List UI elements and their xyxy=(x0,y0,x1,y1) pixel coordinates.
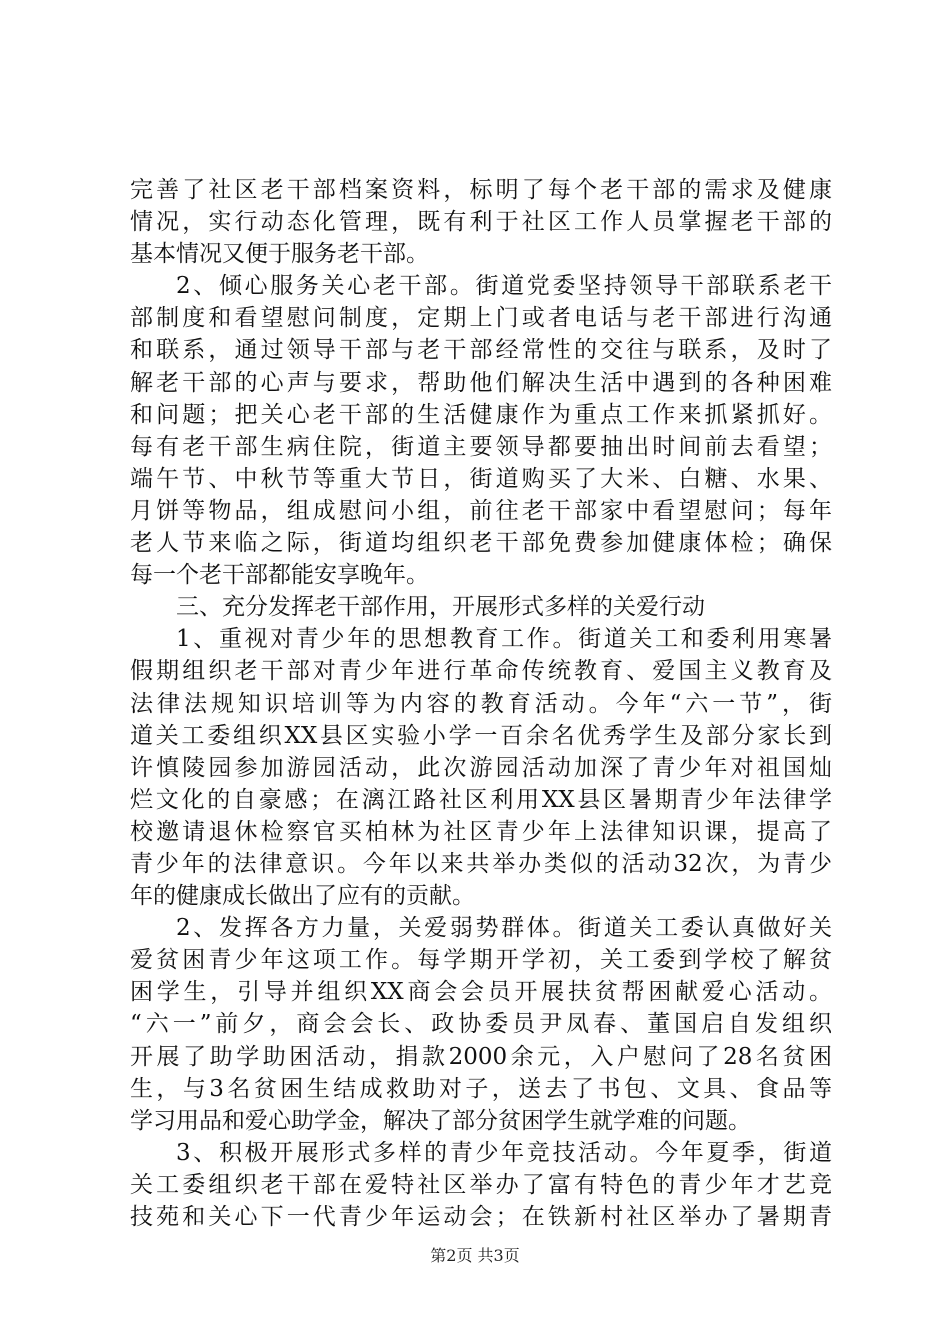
text-line: 1、重视对青少年的思想教育工作。街道关工和委利用寒暑 xyxy=(176,626,832,653)
text-line: 许慎陵园参加游园活动，此次游园活动加深了青少年对祖国灿 xyxy=(130,754,832,781)
text-line: 端午节、中秋节等重大节日，街道购买了大米、白糖、水果、 xyxy=(130,465,832,492)
text-line: 基本情况又便于服务老干部。 xyxy=(130,241,429,268)
text-line: 解老干部的心声与要求，帮助他们解决生活中遇到的各种困难 xyxy=(130,369,832,396)
text-line: 年的健康成长做出了应有的贡献。 xyxy=(130,883,475,910)
text-line: 每有老干部生病住院，街道主要领导都要抽出时间前去看望； xyxy=(130,433,832,460)
text-line: 技苑和关心下一代青少年运动会；在铁新村社区举办了暑期青 xyxy=(130,1204,832,1230)
text-line: 情况，实行动态化管理，既有利于社区工作人员掌握老干部的 xyxy=(130,209,832,236)
text-line: 校邀请退休检察官买柏林为社区青少年上法律知识课，提高了 xyxy=(130,818,832,845)
text-line: 开展了助学助困活动，捐款2000余元，入户慰问了28名贫困 xyxy=(130,1043,832,1070)
text-line: 困学生，引导并组织XX商会会员开展扶贫帮困献爱心活动。 xyxy=(130,979,832,1006)
text-line: 生，与3名贫困生结成救助对子，送去了书包、文具、食品等 xyxy=(130,1075,832,1102)
text-line: 烂文化的自豪感；在漓江路社区利用XX县区暑期青少年法律学 xyxy=(130,786,832,813)
text-line: 和联系，通过领导干部与老干部经常性的交往与联系，及时了 xyxy=(130,337,832,364)
text-line: 月饼等物品，组成慰问小组，前往老干部家中看望慰问；每年 xyxy=(130,497,832,524)
text-line: 假期组织老干部对青少年进行革命传统教育、爱国主义教育及 xyxy=(130,658,832,685)
text-line: 每一个老干部都能安享晚年。 xyxy=(130,562,429,589)
text-line: “六一”前夕，商会会长、政协委员尹凤春、董国启自发组织 xyxy=(130,1011,832,1038)
text-line: 道关工委组织XX县区实验小学一百余名优秀学生及部分家长到 xyxy=(130,722,832,749)
page-footer: 第2页 共3页 xyxy=(430,1246,520,1265)
text-line: 2、发挥各方力量，关爱弱势群体。街道关工委认真做好关 xyxy=(176,915,832,942)
text-line: 和问题；把关心老干部的生活健康作为重点工作来抓紧抓好。 xyxy=(130,401,832,428)
text-line: 3、积极开展形式多样的青少年竞技活动。今年夏季，街道 xyxy=(176,1139,832,1166)
text-line: 2、倾心服务关心老干部。街道党委坚持领导干部联系老干 xyxy=(176,273,832,300)
text-line: 完善了社区老干部档案资料，标明了每个老干部的需求及健康 xyxy=(130,177,832,203)
text-line: 法律法规知识培训等为内容的教育活动。今年“六一节”，街 xyxy=(130,690,832,717)
text-line: 爱贫困青少年这项工作。每学期开学初，关工委到学校了解贫 xyxy=(130,947,832,974)
text-line: 学习用品和爱心助学金，解决了部分贫困学生就学难的问题。 xyxy=(130,1107,751,1134)
text-line: 青少年的法律意识。今年以来共举办类似的活动32次，为青少 xyxy=(130,850,832,877)
document-body xyxy=(130,174,832,1233)
text-line: 关工委组织老干部在爱特社区举办了富有特色的青少年才艺竞 xyxy=(130,1171,832,1198)
text-line: 老人节来临之际，街道均组织老干部免费参加健康体检；确保 xyxy=(130,530,832,557)
text-line: 部制度和看望慰问制度，定期上门或者电话与老干部进行沟通 xyxy=(130,305,832,332)
text-line: 三、充分发挥老干部作用，开展形式多样的关爱行动 xyxy=(176,594,705,621)
